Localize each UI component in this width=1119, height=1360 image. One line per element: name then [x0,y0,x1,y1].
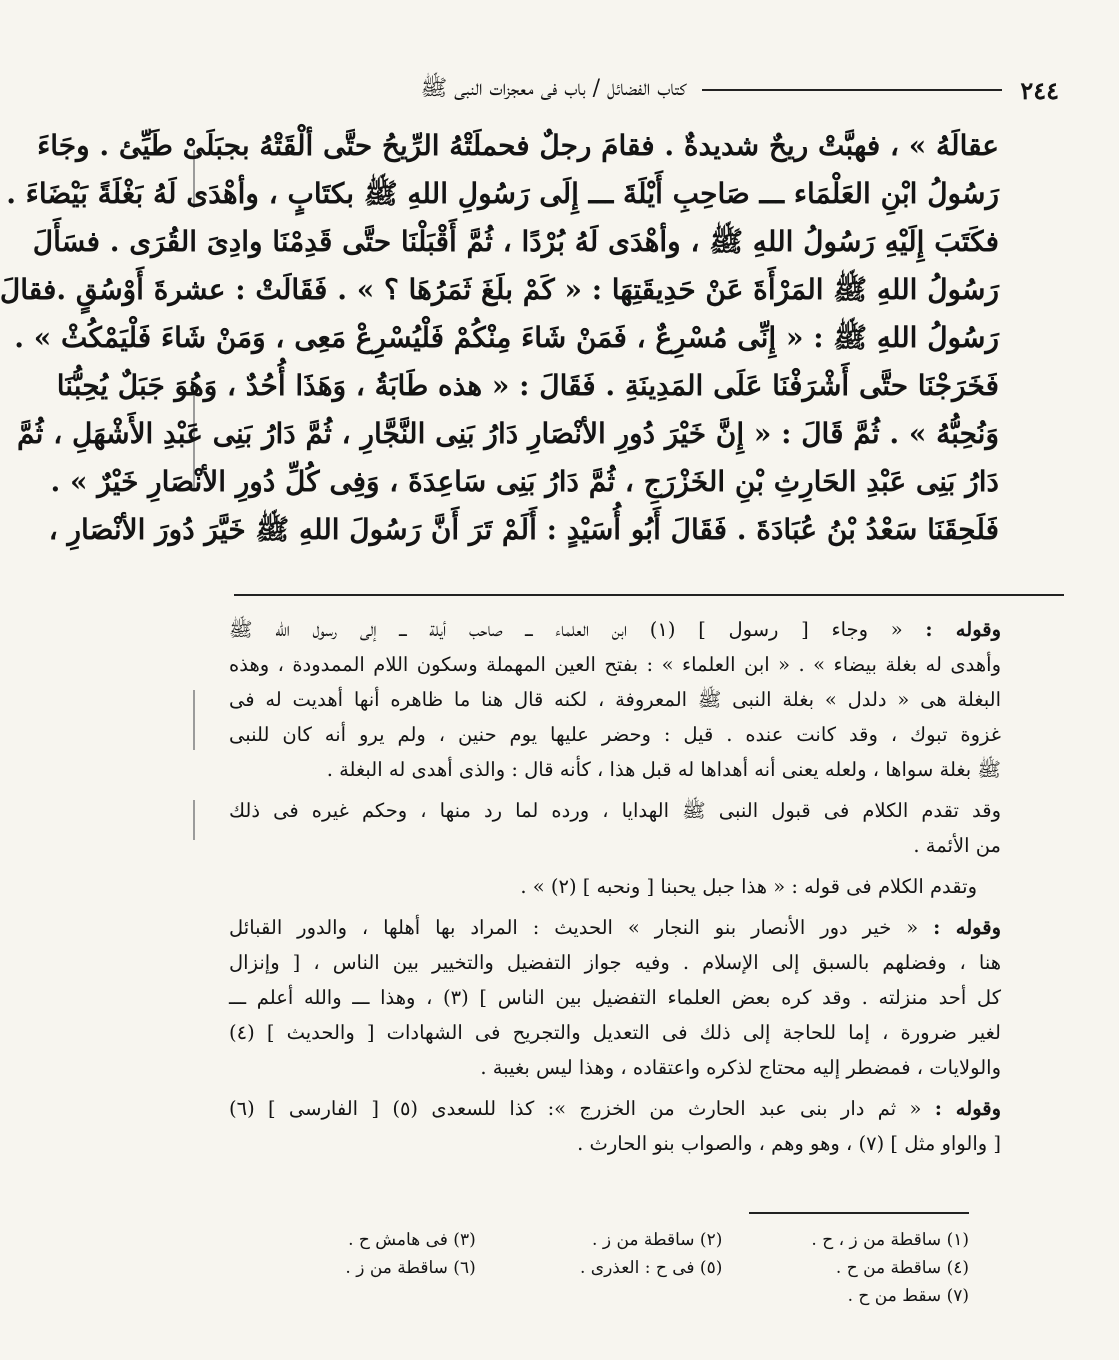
footnote-row [229,1282,969,1310]
commentary-block [229,1091,1001,1161]
commentary-line [229,1091,1001,1126]
main-text [0,122,999,554]
main-text-line: رَسُولُ ابْنِ العَلْمَاء ـــ صَاحِبِ أَيْلَةَ ـــ إِلَى رَسُولِ اللهِ ﷺ بكتَابٍ ، وأهْدَى لَهُ بَغْلَةً بَيْضَاءَ . [6,177,999,210]
commentary-line: كل أحد منزلته . وقد كره بعض العلماء التفضيل بين الناس ] (٣) ، وهذا ـــ والله أعلم ـــ [229,986,1001,1009]
running-title: كتاب الفضائل / باب فى معجزات النبى ﷺ [420,76,687,101]
footnote: (٣) فى هامش ح . [348,1230,476,1250]
commentary-lead: وقوله : [934,1097,1002,1120]
commentary-block [229,869,1001,904]
commentary-line: وقد تقدم الكلام فى قبول النبى ﷺ الهدايا ، ورده لما رد منها ، وحكم غيره فى ذلك [229,799,1001,822]
footnote: (٧) سقط من ح . [847,1286,969,1306]
commentary-line: وتقدم الكلام فى قوله : « هذا جبل يحبنا [ ونحبه ] (٢) » . [520,875,977,898]
commentary-line: من الأئمة . [913,834,1001,857]
header-rule [702,89,1002,91]
commentary-line: لغير ضرورة ، إما للحاجة إلى ذلك فى التعديل والتجريح فى الشهادات [ والحديث ] (٤) [229,1021,1001,1044]
main-text-line: رَسُولُ اللهِ ﷺ : « إِنِّى مُسْرِعٌ ، فَمَنْ شَاءَ مِنْكُمْ فَلْيُسْرِعْ مَعِى ، وَمَنْ شَاءَ فَلْيَمْكُثْ » . [14,321,999,354]
main-text-line: رَسُولُ اللهِ ﷺ المَرْأَةَ عَنْ حَدِيقَتِهَا : « كَمْ بلَغَ ثَمَرُهَا ؟ » . فَقَالَتْ : عشرةَ أَوْسُقٍ .فقالَ [0,273,999,306]
commentary-line: البغلة هى « دلدل » بغلة النبى ﷺ المعروفة ، لكنه قال هنا ما ظاهره أنها أهديت له فى [229,688,1001,711]
footnote: (٦) ساقطة من ز . [345,1258,476,1278]
footnote: (٢) ساقطة من ز . [592,1230,723,1250]
commentary-text: « وجاء [ رسول ] (١) ابن العلماء ـــ صاحب أيلة ـــ إلى رسول الله ﷺ [229,618,903,641]
commentary-lead: وقوله : [933,916,1001,939]
commentary-line: هنا ، وفضلهم بالسبق إلى الإسلام . وفيه جواز التفضيل والتخيير بين الناس ، [ وإنزال [229,951,1001,974]
commentary-line: غزوة تبوك ، وقد كانت عنده . قيل : وحضر عليها يوم حنين ، ولم يرو أنه كان للنبى [229,723,1001,746]
commentary-lead: وقوله : [925,618,1002,641]
commentary-text: « ثم دار بنى عبد الحارث من الخزرج »: كذا للسعدى (٥) [ الفارسى ] (٦) [229,1097,922,1120]
commentary-line: وأهدى له بغلة بيضاء » . « ابن العلماء » : بفتح العين المهملة وسكون اللام الممدودة ، وهذه [229,653,1001,676]
footnote: (١) ساقطة من ز ، ح . [811,1230,969,1250]
main-text-line: فَلَحِقَنَا سَعْدُ بْنُ عُبَادَةَ . فَقَالَ أَبُو أُسَيْدٍ : أَلَمْ تَرَ أَنَّ رَسُولَ اللهِ ﷺ خَيَّرَ دُورَ الأنْصَارِ ، [48,513,999,546]
footnotes-rule [749,1212,969,1214]
commentary-text: « خير دور الأنصار بنو النجار » الحديث : المراد بها أهلها ، والدور القبائل [229,916,919,939]
commentary-line [229,910,1001,945]
main-text-line: وَنُحِبُّهُ » . ثُمَّ قَالَ : « إِنَّ خَيْرَ دُورِ الأنْصَارِ دَارُ بَنِى النَّجَّارِ ، ثُمَّ دَارُ بَنِى عَبْدِ الأَشْهَلِ ، ثُمَّ [17,417,999,450]
page-header [209,72,1059,108]
commentary-block [229,793,1001,863]
footnote-row [229,1226,969,1254]
main-text-line: فَخَرَجْنَا حتَّى أَشْرَفْنَا عَلَى المَدِينَةِ . فَقَالَ : « هذه طَابَةُ ، وَهَذَا أُحُدٌ ، وَهُوَ جَبَلٌ يُحِبُّنَا [56,369,999,402]
footnote: (٥) فى ح : العذرى . [579,1258,723,1278]
commentary [229,612,1001,1167]
page-number: ٢٤٤ [1020,75,1059,105]
footnote-row [229,1254,969,1282]
main-text-line: دَارُ بَنِى عَبْدِ الحَارِثِ بْنِ الخَزْرَجِ ، ثُمَّ دَارُ بَنِى سَاعِدَةَ ، وَفِى كُلِّ دُورِ الأنْصَارِ خَيْرٌ » . [50,465,999,498]
main-text-line: عقالَهُ » ، فهبَّتْ ريحٌ شديدةٌ . فقامَ رجلٌ فحملَتْهُ الرِّيحُ حتَّى ألْقَتْهُ بجبَلَىْ طَيِّئ . وجَاءَ [37,129,999,162]
scan-mark [193,800,195,840]
commentary-block [229,612,1001,787]
scan-mark [193,690,195,750]
commentary-line: [ والواو مثل ] (٧) ، وهو وهم ، والصواب بنو الحارث . [577,1132,1001,1155]
main-text-line: فكَتَبَ إِلَيْهِ رَسُولُ اللهِ ﷺ ، وأهْدَى لَهُ بُرْدًا ، ثُمَّ أَقْبَلْنَا حتَّى قَدِمْنَا وادِىَ القُرَى . فسَأَلَ [32,225,999,258]
commentary-line: والولايات ، فمضطر إليه محتاج لذكره واعتقاده ، وهذا ليس بغيبة . [480,1056,1001,1079]
commentary-line [229,612,1001,647]
footnote: (٤) ساقطة من ح . [835,1258,969,1278]
commentary-block [229,910,1001,1085]
section-separator [234,594,1064,596]
commentary-line: ﷺ بغلة سواها ، ولعله يعنى أنه أهداها له قبل هذا ، كأنه قال : والذى أهدى له البغلة . [326,758,1001,781]
footnotes [229,1226,969,1310]
